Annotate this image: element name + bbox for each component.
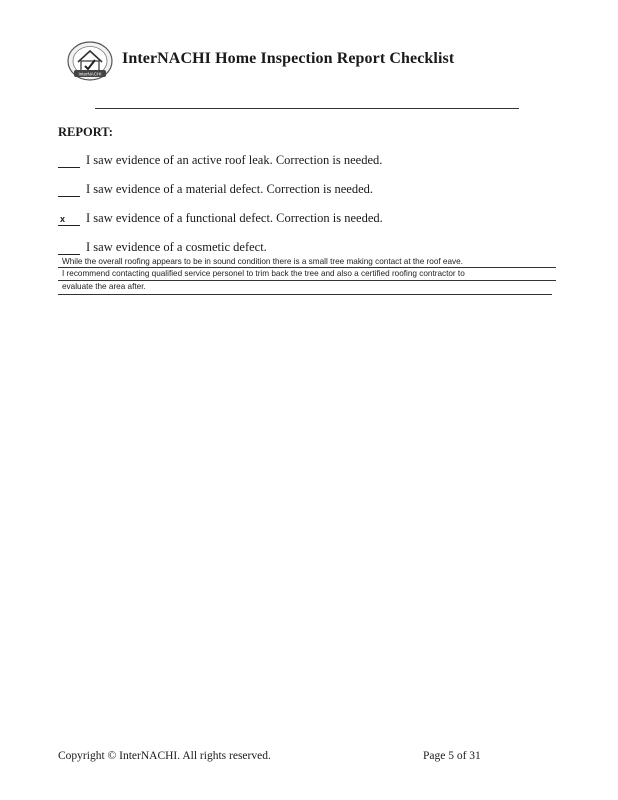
page-title: InterNACHI Home Inspection Report Checklist [122,50,455,67]
checkbox-line[interactable] [58,212,80,226]
checkbox-line[interactable] [58,183,80,197]
check-mark: x [60,214,66,224]
footer-copyright: Copyright © InterNACHI. All rights reserved. [58,750,271,762]
comment-rule [58,280,556,281]
comment-line-3: evaluate the area after. [62,282,146,291]
comment-rule [58,294,552,295]
footer-page-number: Page 5 of 31 [423,750,481,762]
checklist-item-roof-leak [58,153,382,168]
checklist-item-cosmetic-defect [58,240,267,255]
checklist-item-text: I saw evidence of a cosmetic defect. [86,240,267,254]
comment-rule [58,267,556,268]
logo-text: InterNACHI [78,71,102,77]
checkbox-line[interactable] [58,241,80,255]
report-label: REPORT: [58,125,113,139]
checklist-item-text: I saw evidence of an active roof leak. Correction is needed. [86,153,383,167]
comment-line-1: While the overall roofing appears to be in sound condition there is a small tree making contact at the roof eave. [62,257,463,266]
checklist-item-functional-defect [58,211,383,226]
comment-line-2: I recommend contacting qualified service personel to trim back the tree and also a certified roofing contractor to [62,269,465,278]
header-divider [95,108,519,109]
checkbox-line[interactable] [58,154,80,168]
checklist-item-text: I saw evidence of a functional defect. Correction is needed. [86,211,383,225]
checklist-item-material-defect [58,182,373,197]
checklist-item-text: I saw evidence of a material defect. Correction is needed. [86,182,374,196]
internachi-logo [66,40,114,82]
